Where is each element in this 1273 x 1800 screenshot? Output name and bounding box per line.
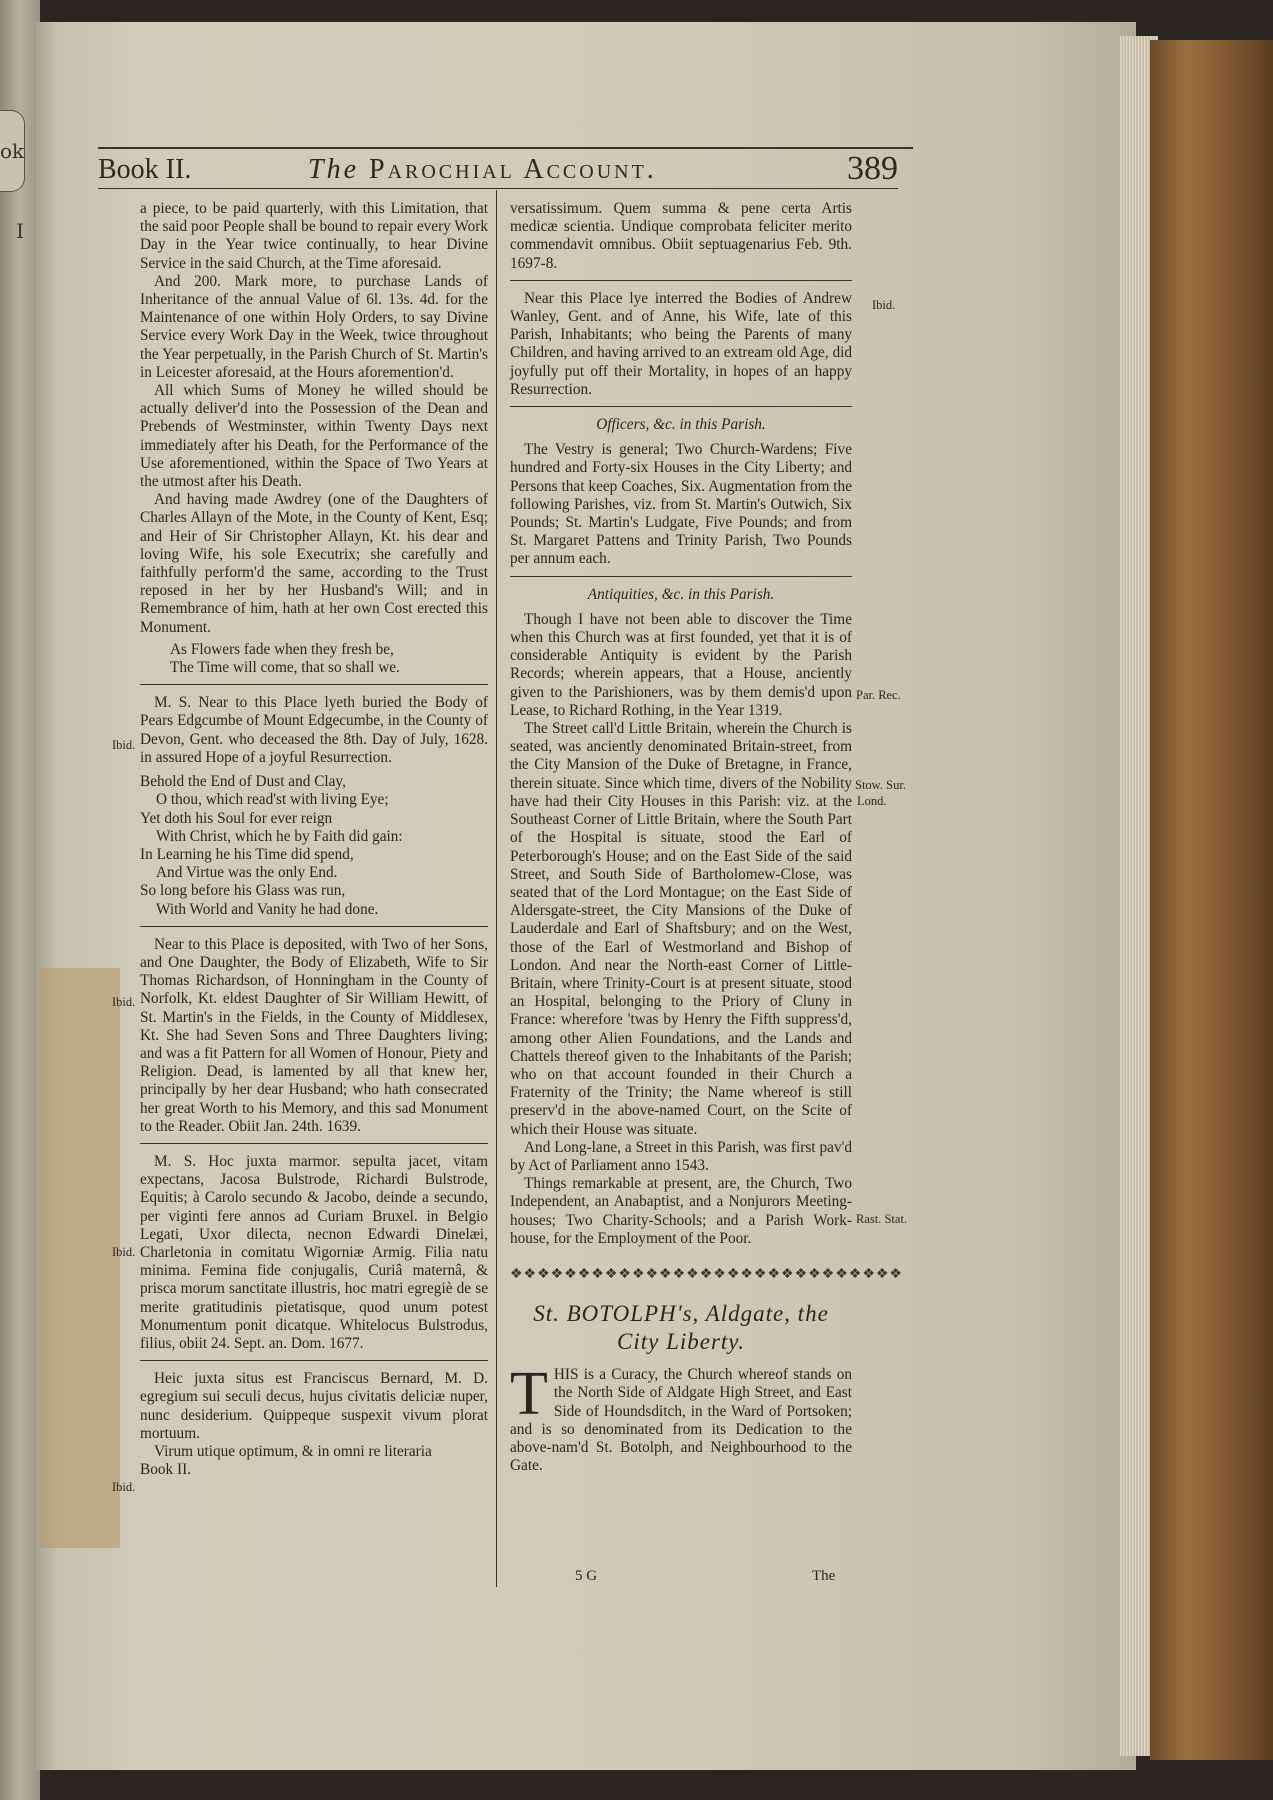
section-divider [140,1360,488,1361]
verse-line: In Learning he his Time did spend, [140,845,354,863]
parish-heading: St. BOTOLPH's, Aldgate, the City Liberty. [533,1301,829,1355]
antiquities-heading: Antiquities, &c. in this Parish. [587,585,775,603]
verse-line: O thou, which read'st with living Eye; [156,791,389,809]
header-rule-top [98,147,913,149]
left-column [140,200,488,1479]
catchword: The [812,1568,836,1584]
verse-line: With Christ, which he by Faith did gain: [156,827,403,845]
section-divider [140,926,488,927]
verse-line: As Flowers fade when they fresh be, [170,640,394,658]
left-page-tab: ok I [0,110,25,192]
book-cover [1150,40,1273,1760]
section-divider [510,280,852,281]
antiquities-paragraph-4: Things remarkable at present, are, the Church, Two Independent, an Anabaptist, and a Nonjurors Meeting-houses; Two Charity-Schools; and a Parish Work-house, for the Employment of the Poor. [510,1175,852,1247]
section-divider [510,406,852,407]
margin-note-ibid: Ibid. [112,1480,136,1494]
running-head [98,150,898,190]
margin-note-ibid: Ibid. [112,738,136,752]
section-divider [140,1143,488,1144]
verse-line: Yet doth his Soul for ever reign [140,809,333,827]
verse-flowers [140,641,488,677]
signature-mark: 5 G [575,1568,598,1584]
parish-intro-text: HIS is a Curacy, the Church whereof stands on the North Side of Aldgate High Street, and East Side of Houndsditch, in the Ward of Portsoken; and is so denominated from its Dedication to the above-nam'd St. Botolph, and Neighbourhood to the Gate. [510,1366,852,1475]
left-paragraph-1: a piece, to be paid quarterly, with this Limitation, that the said poor People shall be bound to repair every Work Day in the Year twice continually, to hear Divine Service in the said Church, at the Time aforesaid. [140,200,488,272]
left-page-edge [0,0,40,1800]
margin-note-lond: Lond. [857,794,887,808]
margin-note-ibid: Ibid. [112,1245,136,1259]
verse-line: So long before his Glass was run, [140,882,346,900]
running-head-the: The [308,154,359,185]
antiquities-paragraph-3: And Long-lane, a Street in this Parish, was first pav'd by Act of Parliament anno 1543. [510,1138,852,1174]
running-head-title-text: Parochial Account. [369,154,657,185]
margin-note-ibid: Ibid. [872,298,896,312]
verse-line: And Virtue was the only End. [156,864,338,882]
drop-cap: T [510,1360,548,1429]
running-head-title [308,154,657,186]
epitaph-bernard-continued: Virum utique optimum, & in omni re literaria [154,1443,432,1460]
epitaph-edgcumbe: M. S. Near to this Place lyeth buried the Body of Pears Edgcumbe of Mount Edgecumbe, in the County of Devon, Gent. who deceased the 8th. Day of July, 1628. in assured Hope of a joyful Resurrection. [140,694,488,766]
section-divider [140,684,488,685]
margin-note-par-rec: Par. Rec. [856,688,901,702]
parish-intro [510,1360,852,1475]
margin-note-stow-sur: Stow. Sur. [855,778,906,792]
verse-line: With World and Vanity he had done. [156,900,379,918]
epitaph-bernard: Heic juxta situs est Franciscus Bernard, M. D. egregium sui seculi decus, hujus civitatis deliciæ nuper, nunc desiderium. Quippeque suspexit vivum plorat mortuum. [140,1370,488,1442]
epitaph-bulstrode: M. S. Hoc juxta marmor. sepulta jacet, vitam expectans, Jacosa Bulstrode, Richardi Bulstrode, Equitis; à Carolo secundo & Jacobo, deinde a secundo, per viginti fere annos ad Curiam Bruxel. in Belgio Legati, Uxor dilecta, necnon Edwardi Dinelæi, Charletonia in comitatu Wigorniæ Armig. Filia natu minima. Femina fide conjugalis, Curiâ maternâ, & prisca morum sanctitate illustris, hoc matri egregiè de se merite gratitudinis pietatisque, quod unum potest Monumentum ponit dicatque. Whitelocus Bulstrodus, filius, obiit 24. Sept. an. Dom. 1677. [140,1152,488,1352]
verse-line: The Time will come, that so shall we. [170,659,400,677]
margin-note-ibid: Ibid. [112,995,136,1009]
epitaph-richardson: Near to this Place is deposited, with Two of her Sons, and One Daughter, the Body of Elizabeth, Wife to Sir Thomas Richardson, of Honningham in the County of Norfolk, Kt. eldest Daughter of Sir William Hewitt, of St. Martin's in the Fields, in the County of Middlesex, Kt. She had Seven Sons and Three Daughters living; and was a fit Pattern for all Women of Honour, Piety and Religion. Dead, is lamented by all that knew her, principally by her dear Husband; who hath consecrated her great Worth to his Memory, and this sad Monument to the Reader. Obiit Jan. 24th. 1639. [140,935,488,1135]
header-rule-bottom [98,188,898,189]
officers-paragraph: The Vestry is general; Two Church-Wardens; Five hundred and Forty-six Houses in the City Liberty; and Persons that keep Coaches, Six. Augmentation from the following Parishes, viz. from St. Martin's Outwich, Six Pounds; St. Martin's Ludgate, Five Pounds; and from St. Margaret Pattens and Trinity Parish, Two Pounds per annum each. [510,441,852,568]
margin-note-rast-stat: Rast. Stat. [856,1212,908,1226]
paper-stain [40,968,120,1548]
section-divider [510,576,852,577]
left-paragraph-3: All which Sums of Money he willed should be actually deliver'd into the Possession of the Dean and Prebends of Westminster, within Twenty Days next immediately after his Death, for the Performance of the Use aforementioned, within the Space of Two Years at the utmost after his Death. [140,382,488,491]
verse-line: Behold the End of Dust and Clay, [140,773,346,791]
left-paragraph-4: And having made Awdrey (one of the Daughters of Charles Allayn of the Mote, in the County of Kent, Esq; and Heir of Sir Christopher Allayn, Kt. his dear and loving Wife, his sole Executrix; she carefully and faithfully perform'd the same, according to the Trust reposed in her by her Husband's Will; and in Remembrance of him, hath at her own Cost erected this Monument. [140,491,488,636]
antiquities-paragraph-1: Though I have not been able to discover the Time when this Church was at first founded, yet that it is of considerable Antiquity is evident by the Parish Records; wherein appears, that a House, anciently given to the Parishioners, was by them demis'd upon Lease, to Richard Rothing, in the Year 1319. [510,610,852,719]
column-rule [496,190,497,1587]
officers-heading: Officers, &c. in this Parish. [596,416,766,434]
running-head-book: Book II. [98,154,192,185]
left-footer-book: Book II. [140,1461,191,1479]
antiquities-paragraph-2: The Street call'd Little Britain, wherein the Church is seated, was anciently denominated Britain-street, from the City Mansion of the Duke of Bretagne, in France, therein situate. Since which time, divers of the Nobility have had their City Houses in this Parish: viz. at the Southeast Corner of Little Britain, where the South Part of the Hospital is situate, stood the Earl of Peterborough's House; and on the East Side of the said Street, and South Side of Bartholomew-Close, was seated that of the Lord Montague; on the East Side of Aldersgate-street, the City Mansions of the Duke of Lauderdale and Earl of Shaftsbury; and on the West, those of the Earl of Westmorland and Bishop of London. And near the North-east Corner of Little-Britain, where Trinity-Court is at present situate, stood an Hospital, belonging to the Priory of Cluny in France: wherefore 'twas by Henry the Fifth suppress'd, among other Alien Foundations, and the Lands and Chattels thereof given to the Inhabitants of the Parish; who on that account founded in their Church a Fraternity of the Trinity; the Name whereof is still preserv'd in the above-named Court, on the Scite of which their House was situate. [510,720,852,1138]
page-number: 389 [847,150,898,187]
ornament-rule: ❖❖❖❖❖❖❖❖❖❖❖❖❖❖❖❖❖❖❖❖❖❖❖❖❖❖❖❖❖ [510,1266,903,1282]
verse-behold [140,773,488,919]
right-paragraph-continued: versatissimum. Quem summa & pene certa Artis medicæ scientia. Undique comprobata feliciter merito commendavit omnibus. Obiit septuagenarius Feb. 9th. 1697-8. [510,200,852,272]
epitaph-wanley: Near this Place lye interred the Bodies of Andrew Wanley, Gent. and of Anne, his Wife, late of this Parish, Inhabitants; who being the Parents of many Children, and having arrived to an extream old Age, did joyfully put off their Mortality, in hopes of an happy Resurrection. [510,289,852,398]
left-paragraph-2: And 200. Mark more, to purchase Lands of Inheritance of the annual Value of 6l. 13s. 4d. for the Maintenance of one within Holy Orders, to say Divine Service every Work Day in the Week, twice throughout the Year perpetually, in the Parish Church of St. Martin's in Leicester aforesaid, at the Hours aforemention'd. [140,272,488,381]
